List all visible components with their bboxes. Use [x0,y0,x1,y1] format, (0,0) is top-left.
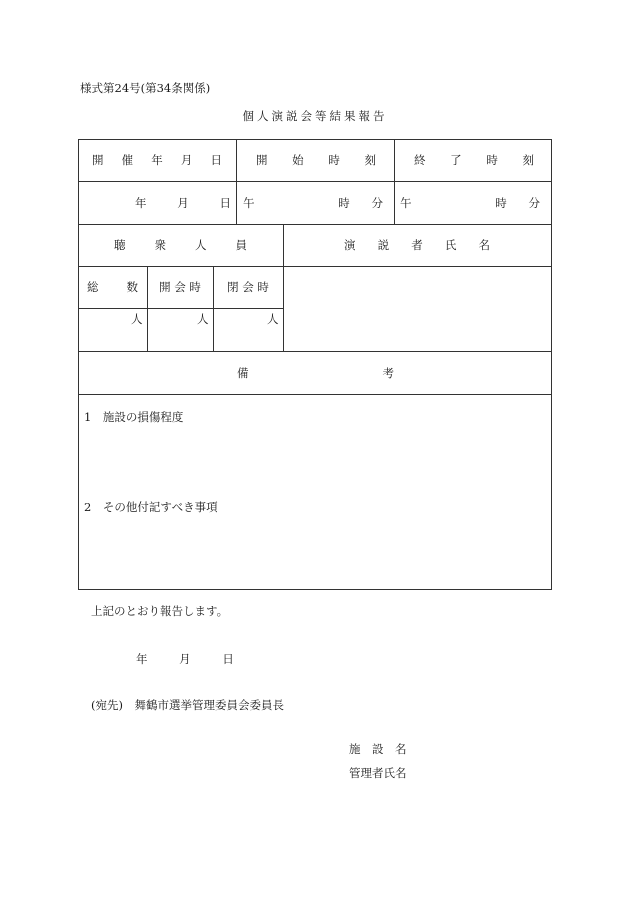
table-border-bottom [78,589,552,590]
total-count-header: 総 数 [87,280,138,294]
table-border-left [78,139,79,590]
at-closing-unit: 人 [267,312,279,326]
at-closing-header: 閉 会 時 [227,280,269,294]
at-opening-header: 開 会 時 [159,280,201,294]
report-date: 年 月 日 [136,652,234,666]
col-divider [236,139,237,224]
start-time-header: 開 始 時 刻 [256,153,376,167]
col-divider [283,224,284,351]
form-number: 様式第24号(第34条関係) [80,81,211,95]
total-count-unit: 人 [131,312,143,326]
col-divider [394,139,395,224]
manager-name-label: 管理者氏名 [349,766,407,780]
remarks-header: 備 考 [237,365,394,380]
date-value-cell: 年 月 日 [135,195,231,210]
addressee: (宛先) 舞鶴市選挙管理委員会委員長 [91,698,284,712]
at-opening-unit: 人 [197,312,209,326]
report-table [78,139,552,590]
date-header: 開 催 年 月 日 [92,153,222,167]
row-divider [78,308,283,309]
remarks-item-other: 2 その他付記すべき事項 [84,500,218,514]
table-border-right [551,139,552,590]
facility-name-label: 施 設 名 [349,742,407,756]
document-title: 個人演説会等結果報告 [242,109,388,123]
report-statement: 上記のとおり報告します。 [91,604,229,618]
audience-header: 聴 衆 人 員 [114,238,247,252]
speaker-name-header: 演 説 者 氏 名 [344,238,490,252]
remarks-item-damage: 1 施設の損傷程度 [84,410,184,424]
row-divider [78,394,552,395]
end-time-header: 終 了 時 刻 [414,153,534,167]
end-time-value-cell: 午 時 分 [400,195,540,210]
start-time-value-cell: 午 時 分 [243,195,383,210]
